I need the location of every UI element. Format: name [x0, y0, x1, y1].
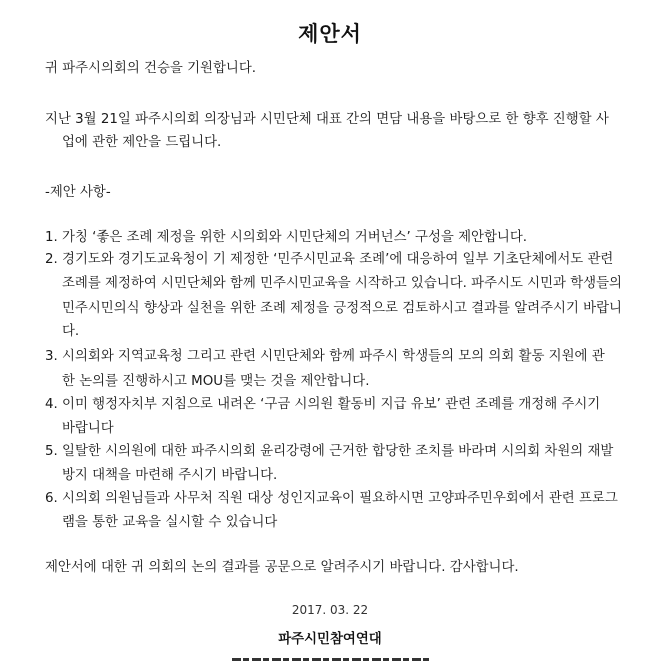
document-title: 제안서 — [298, 22, 362, 46]
item-2-line-4: 다. — [62, 324, 80, 339]
intro-line-2: 업에 관한 제안을 드립니다. — [62, 135, 222, 150]
document-date: 2017. 03. 22 — [291, 603, 369, 617]
cut-off-text-line — [232, 654, 432, 661]
greeting-line: 귀 파주시의회의 건승을 기원합니다. — [45, 61, 257, 76]
item-3-line-2: 한 논의를 진행하시고 MOU를 맺는 것을 제안합니다. — [62, 374, 370, 389]
closing-line: 제안서에 대한 귀 의회의 논의 결과를 공문으로 알려주시기 바랍니다. 감사합니다. — [45, 560, 519, 575]
item-2-line-1: 2. 경기도와 경기도교육청이 기 제정한 ‘민주시민교육 조례’에 대응하여 일부 기초단체에서도 관련 — [45, 252, 614, 267]
item-2-line-2: 조례를 제정하여 시민단체와 함께 민주시민교육을 시작하고 있습니다. 파주시도 시민과 학생들의 — [62, 276, 622, 291]
item-4-line-2: 바랍니다 — [62, 421, 114, 436]
item-4-line-1: 4. 이미 행정자치부 지침으로 내려온 ‘구금 시의원 활동비 지급 유보’ 관련 조례를 개정해 주시기 — [45, 397, 601, 412]
organization-name: 파주시민참여연대 — [278, 632, 382, 647]
section-heading: -제안 사항- — [45, 185, 111, 200]
intro-line-1: 지난 3월 21일 파주시의회 의장님과 시민단체 대표 간의 면담 내용을 바탕으로 한 향후 진행할 사 — [45, 112, 609, 127]
item-2-line-3: 민주시민의식 향상과 실천을 위한 조례 제정을 긍정적으로 검토하시고 결과를 알려주시기 바랍니 — [62, 301, 622, 316]
item-5-line-1: 5. 일탈한 시의원에 대한 파주시의회 윤리강령에 근거한 합당한 조치를 바라며 시의회 차원의 재발 — [45, 444, 614, 459]
item-5-line-2: 방지 대책을 마련해 주시기 바랍니다. — [62, 468, 278, 483]
item-1-line-1: 1. 가칭 ‘좋은 조례 제정을 위한 시의회와 시민단체의 거버넌스’ 구성을 제안합니다. — [45, 230, 528, 245]
item-3-line-1: 3. 시의회와 지역교육청 그리고 관련 시민단체와 함께 파주시 학생들의 모의 의회 활동 지원에 관 — [45, 349, 605, 364]
item-6-line-1: 6. 시의회 의원님들과 사무처 직원 대상 성인지교육이 필요하시면 고양파주민우회에서 관련 프로그 — [45, 491, 618, 506]
item-6-line-2: 램을 통한 교육을 실시할 수 있습니다 — [62, 515, 278, 530]
